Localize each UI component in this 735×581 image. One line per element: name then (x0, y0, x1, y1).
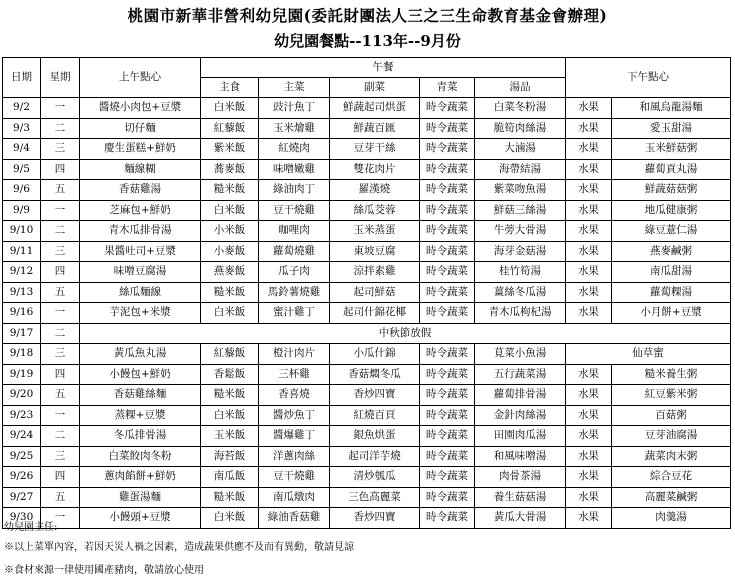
staple-cell: 海苔飯 (201, 446, 259, 467)
vegetable-cell: 時令蔬菜 (420, 118, 475, 139)
menu-row (3, 159, 731, 180)
am-snack-cell: 冬瓜排骨湯 (80, 426, 201, 447)
am-snack-cell: 芋泥包+米漿 (80, 303, 201, 324)
am-snack-cell: 白菜餃肉冬粉 (80, 446, 201, 467)
menu-row (3, 200, 731, 221)
vegetable-cell: 時令蔬菜 (420, 508, 475, 529)
weekday-cell: 五 (41, 385, 80, 406)
menu-row (3, 180, 731, 201)
date-cell: 9/3 (3, 118, 41, 139)
vegetable-cell: 時令蔬菜 (420, 446, 475, 467)
menu-row (3, 241, 731, 262)
staple-cell: 小米飯 (201, 221, 259, 242)
date-cell: 9/25 (3, 446, 41, 467)
menu-row (3, 385, 731, 406)
staple-cell: 紅藜飯 (201, 118, 259, 139)
am-snack-cell: 小饅頭+豆漿 (80, 508, 201, 529)
vegetable-cell: 時令蔬菜 (420, 364, 475, 385)
weekday-cell: 一 (41, 405, 80, 426)
am-snack-cell: 青木瓜排骨湯 (80, 221, 201, 242)
soup-cell: 白菜冬粉湯 (475, 98, 566, 119)
side-dish-cell: 銀魚烘蛋 (330, 426, 420, 447)
soup-cell: 大滷湯 (475, 139, 566, 160)
am-snack-cell: 小饅包+鮮奶 (80, 364, 201, 385)
side-dish-cell: 玉米蒸蛋 (330, 221, 420, 242)
header-am-snack: 上午點心 (80, 58, 201, 98)
side-dish-cell: 鮮蔬起司烘蛋 (330, 98, 420, 119)
main-dish-cell: 三杯雞 (259, 364, 330, 385)
staple-cell: 南瓜飯 (201, 467, 259, 488)
am-snack-cell: 味噌豆腐湯 (80, 262, 201, 283)
pm-snack-cell: 紅豆紫米粥 (612, 385, 731, 406)
am-snack-cell: 雞蛋湯麵 (80, 487, 201, 508)
main-dish-cell: 豆干燒雞 (259, 467, 330, 488)
side-dish-cell: 香炒四寶 (330, 508, 420, 529)
staple-cell: 白米飯 (201, 303, 259, 324)
date-cell: 9/9 (3, 200, 41, 221)
main-dish-cell: 豆干燒雞 (259, 200, 330, 221)
main-dish-cell: 醬炒魚丁 (259, 405, 330, 426)
vegetable-cell: 時令蔬菜 (420, 405, 475, 426)
fruit-cell: 水果 (566, 446, 612, 467)
date-cell: 9/11 (3, 241, 41, 262)
staple-cell: 紫米飯 (201, 139, 259, 160)
pm-snack-cell: 玉米鮮菇粥 (612, 139, 731, 160)
weekday-cell: 一 (41, 200, 80, 221)
holiday-cell: 中秋節放假 (80, 323, 731, 344)
main-dish-cell: 咖哩肉 (259, 221, 330, 242)
soup-cell: 牛蒡大骨湯 (475, 221, 566, 242)
weekday-cell: 五 (41, 282, 80, 303)
menu-row (3, 405, 731, 426)
vegetable-cell: 時令蔬菜 (420, 467, 475, 488)
weekday-cell: 四 (41, 159, 80, 180)
soup-cell: 金針肉絲湯 (475, 405, 566, 426)
fruit-cell: 水果 (566, 364, 612, 385)
date-cell: 9/5 (3, 159, 41, 180)
side-dish-cell: 起司洋芋燒 (330, 446, 420, 467)
am-snack-cell: 醬燒小肉包+豆漿 (80, 98, 201, 119)
fruit-cell: 水果 (566, 200, 612, 221)
date-cell: 9/12 (3, 262, 41, 283)
fruit-cell: 水果 (566, 487, 612, 508)
side-dish-cell: 豆芽干絲 (330, 139, 420, 160)
fruit-cell: 水果 (566, 241, 612, 262)
fruit-cell: 水果 (566, 262, 612, 283)
side-dish-cell: 東坡豆腐 (330, 241, 420, 262)
date-cell: 9/2 (3, 98, 41, 119)
menu-row (3, 282, 731, 303)
menu-row (3, 303, 731, 324)
main-dish-cell: 香喜燒 (259, 385, 330, 406)
pm-snack-cell: 糙米養生粥 (612, 364, 731, 385)
pm-snack-cell: 豆芽油腐湯 (612, 426, 731, 447)
menu-row (3, 426, 731, 447)
am-snack-cell: 絲瓜麵線 (80, 282, 201, 303)
main-dish-cell: 蘿蔔燒雞 (259, 241, 330, 262)
header-soup: 湯品 (475, 78, 566, 98)
side-dish-cell: 香菇燜冬瓜 (330, 364, 420, 385)
vegetable-cell: 時令蔬菜 (420, 344, 475, 365)
am-snack-cell: 芝麻包+鮮奶 (80, 200, 201, 221)
fruit-cell: 水果 (566, 282, 612, 303)
soup-cell: 五行蔬菜湯 (475, 364, 566, 385)
vegetable-cell: 時令蔬菜 (420, 159, 475, 180)
weekday-cell: 四 (41, 364, 80, 385)
soup-cell: 蘿蔔排骨湯 (475, 385, 566, 406)
soup-cell: 桂竹筍湯 (475, 262, 566, 283)
staple-cell: 香鬆飯 (201, 364, 259, 385)
staple-cell: 蕎麥飯 (201, 159, 259, 180)
am-snack-cell: 麵線糊 (80, 159, 201, 180)
fruit-cell: 水果 (566, 303, 612, 324)
date-cell: 9/19 (3, 364, 41, 385)
menu-row (3, 323, 731, 344)
soup-cell: 紫菜吻魚湯 (475, 180, 566, 201)
pm-snack-cell: 和風烏龍湯麵 (612, 98, 731, 119)
am-snack-cell: 黃瓜魚丸湯 (80, 344, 201, 365)
side-dish-cell: 三色高麗菜 (330, 487, 420, 508)
vegetable-cell: 時令蔬菜 (420, 262, 475, 283)
date-cell: 9/26 (3, 467, 41, 488)
header-date: 日期 (3, 58, 41, 98)
am-snack-cell: 慶生蛋糕+鮮奶 (80, 139, 201, 160)
menu-row (3, 262, 731, 283)
pm-snack-cell: 仙草蜜 (566, 344, 731, 365)
am-snack-cell: 果醬吐司+豆漿 (80, 241, 201, 262)
soup-cell: 海帶結湯 (475, 159, 566, 180)
staple-cell: 燕麥飯 (201, 262, 259, 283)
header-side-dish: 副菜 (330, 78, 420, 98)
main-dish-cell: 玉米燴雞 (259, 118, 330, 139)
fruit-cell: 水果 (566, 118, 612, 139)
weekday-cell: 二 (41, 323, 80, 344)
side-dish-cell: 雙花肉片 (330, 159, 420, 180)
fruit-cell: 水果 (566, 426, 612, 447)
pm-snack-cell: 鮮蔬菇菇粥 (612, 180, 731, 201)
menu-row (3, 446, 731, 467)
staple-cell: 玉米飯 (201, 426, 259, 447)
vegetable-cell: 時令蔬菜 (420, 282, 475, 303)
menu-row (3, 118, 731, 139)
note-pork-origin: ※食材來源一律使用國產豬肉，敬請放心使用 (4, 565, 204, 576)
vegetable-cell: 時令蔬菜 (420, 98, 475, 119)
side-dish-cell: 清炒瓠瓜 (330, 467, 420, 488)
date-cell: 9/13 (3, 282, 41, 303)
date-cell: 9/23 (3, 405, 41, 426)
vegetable-cell: 時令蔬菜 (420, 426, 475, 447)
date-cell: 9/24 (3, 426, 41, 447)
staple-cell: 小麥飯 (201, 241, 259, 262)
pm-snack-cell: 綠豆薏仁湯 (612, 221, 731, 242)
menu-row (3, 221, 731, 242)
weekday-cell: 三 (41, 446, 80, 467)
side-dish-cell: 起司鮮菇 (330, 282, 420, 303)
pm-snack-cell: 地瓜健康粥 (612, 200, 731, 221)
pm-snack-cell: 綜合豆花 (612, 467, 731, 488)
vegetable-cell: 時令蔬菜 (420, 139, 475, 160)
main-dish-cell: 醬爆雞丁 (259, 426, 330, 447)
menu-row (3, 487, 731, 508)
side-dish-cell: 絲瓜茭蓉 (330, 200, 420, 221)
soup-cell: 田園肉瓜湯 (475, 426, 566, 447)
staple-cell: 糙米飯 (201, 180, 259, 201)
vegetable-cell: 時令蔬菜 (420, 180, 475, 201)
weekday-cell: 二 (41, 118, 80, 139)
menu-row (3, 508, 731, 529)
date-cell: 9/18 (3, 344, 41, 365)
staple-cell: 白米飯 (201, 98, 259, 119)
pm-snack-cell: 蔬菜肉末粥 (612, 446, 731, 467)
staple-cell: 糙米飯 (201, 487, 259, 508)
director-signature-label: 幼兒園主任: (4, 522, 58, 533)
fruit-cell: 水果 (566, 159, 612, 180)
weekday-cell: 一 (41, 303, 80, 324)
side-dish-cell: 香炒四寶 (330, 385, 420, 406)
header-main-dish: 主菜 (259, 78, 330, 98)
weekday-cell: 三 (41, 241, 80, 262)
pm-snack-cell: 肉羹湯 (612, 508, 731, 529)
vegetable-cell: 時令蔬菜 (420, 221, 475, 242)
header-lunch: 午餐 (201, 58, 566, 78)
note-supply-change: ※以上菜單內容，若因天災人禍之因素，造成蔬果供應不及而有異動，敬請見諒 (4, 542, 354, 553)
weekday-cell: 五 (41, 180, 80, 201)
vegetable-cell: 時令蔬菜 (420, 303, 475, 324)
fruit-cell: 水果 (566, 221, 612, 242)
date-cell: 9/30 (3, 508, 41, 529)
menu-table (2, 57, 731, 529)
weekday-cell: 二 (41, 426, 80, 447)
main-dish-cell: 綠油肉丁 (259, 180, 330, 201)
pm-snack-cell: 燕麥鹹粥 (612, 241, 731, 262)
soup-cell: 鮮菇三絲湯 (475, 200, 566, 221)
main-dish-cell: 南瓜燉肉 (259, 487, 330, 508)
staple-cell: 白米飯 (201, 405, 259, 426)
menu-row (3, 98, 731, 119)
am-snack-cell: 蒸粿+豆漿 (80, 405, 201, 426)
am-snack-cell: 切仔麵 (80, 118, 201, 139)
soup-cell: 黃瓜大骨湯 (475, 508, 566, 529)
date-cell: 9/20 (3, 385, 41, 406)
main-dish-cell: 馬鈴薯燒雞 (259, 282, 330, 303)
pm-snack-cell: 蘿蔔貢丸湯 (612, 159, 731, 180)
weekday-cell: 五 (41, 487, 80, 508)
main-dish-cell: 橙汁肉片 (259, 344, 330, 365)
weekday-cell: 四 (41, 262, 80, 283)
menu-row (3, 344, 731, 365)
staple-cell: 白米飯 (201, 200, 259, 221)
weekday-cell: 三 (41, 344, 80, 365)
soup-cell: 和風味噌湯 (475, 446, 566, 467)
date-cell: 9/27 (3, 487, 41, 508)
staple-cell: 糙米飯 (201, 385, 259, 406)
main-dish-cell: 豉汁魚丁 (259, 98, 330, 119)
fruit-cell: 水果 (566, 98, 612, 119)
menu-row (3, 139, 731, 160)
staple-cell: 紅藜飯 (201, 344, 259, 365)
date-cell: 9/6 (3, 180, 41, 201)
staple-cell: 糙米飯 (201, 282, 259, 303)
vegetable-cell: 時令蔬菜 (420, 385, 475, 406)
pm-snack-cell: 百菇粥 (612, 405, 731, 426)
fruit-cell: 水果 (566, 508, 612, 529)
pm-snack-cell: 高麗菜鹹粥 (612, 487, 731, 508)
main-dish-cell: 紅燒肉 (259, 139, 330, 160)
date-cell: 9/16 (3, 303, 41, 324)
vegetable-cell: 時令蔬菜 (420, 241, 475, 262)
pm-snack-cell: 愛玉甜湯 (612, 118, 731, 139)
side-dish-cell: 小瓜什錦 (330, 344, 420, 365)
side-dish-cell: 羅漢燒 (330, 180, 420, 201)
fruit-cell: 水果 (566, 405, 612, 426)
am-snack-cell: 香菇雞絲麵 (80, 385, 201, 406)
main-dish-cell: 瓜子肉 (259, 262, 330, 283)
weekday-cell: 一 (41, 508, 80, 529)
pm-snack-cell: 蘿蔔粿湯 (612, 282, 731, 303)
date-cell: 9/17 (3, 323, 41, 344)
weekday-cell: 三 (41, 139, 80, 160)
side-dish-cell: 紅燒百頁 (330, 405, 420, 426)
main-dish-cell: 洋蔥肉絲 (259, 446, 330, 467)
pm-snack-cell: 南瓜甜湯 (612, 262, 731, 283)
date-cell: 9/10 (3, 221, 41, 242)
page-subtitle: 幼兒園餐點--113年--9月份 (274, 32, 461, 50)
soup-cell: 薑絲冬瓜湯 (475, 282, 566, 303)
header-staple: 主食 (201, 78, 259, 98)
soup-cell: 肉骨茶湯 (475, 467, 566, 488)
menu-row (3, 364, 731, 385)
weekday-cell: 四 (41, 467, 80, 488)
pm-snack-cell: 小月餅+豆漿 (612, 303, 731, 324)
soup-cell: 莧菜小魚湯 (475, 344, 566, 365)
am-snack-cell: 香菇雞湯 (80, 180, 201, 201)
weekday-cell: 二 (41, 221, 80, 242)
weekday-cell: 一 (41, 98, 80, 119)
page-title: 桃園市新華非營利幼兒園(委託財團法人三之三生命教育基金會辦理) (127, 6, 608, 25)
side-dish-cell: 鮮蔬百匯 (330, 118, 420, 139)
soup-cell: 海芽金菇湯 (475, 241, 566, 262)
fruit-cell: 水果 (566, 139, 612, 160)
vegetable-cell: 時令蔬菜 (420, 487, 475, 508)
menu-row (3, 467, 731, 488)
main-dish-cell: 綠油香菇雞 (259, 508, 330, 529)
soup-cell: 脆筍肉絲湯 (475, 118, 566, 139)
soup-cell: 養生菇菇湯 (475, 487, 566, 508)
side-dish-cell: 起司什錦花椰 (330, 303, 420, 324)
fruit-cell: 水果 (566, 385, 612, 406)
header-weekday: 星期 (41, 58, 80, 98)
fruit-cell: 水果 (566, 467, 612, 488)
fruit-cell: 水果 (566, 180, 612, 201)
main-dish-cell: 味噌嫩雞 (259, 159, 330, 180)
main-dish-cell: 蜜汁雞丁 (259, 303, 330, 324)
am-snack-cell: 蔥肉餡餅+鮮奶 (80, 467, 201, 488)
side-dish-cell: 涼拌素雞 (330, 262, 420, 283)
staple-cell: 白米飯 (201, 508, 259, 529)
date-cell: 9/4 (3, 139, 41, 160)
header-pm-snack: 下午點心 (566, 58, 731, 98)
soup-cell: 青木瓜枸杞湯 (475, 303, 566, 324)
header-vegetable: 青菜 (420, 78, 475, 98)
vegetable-cell: 時令蔬菜 (420, 200, 475, 221)
